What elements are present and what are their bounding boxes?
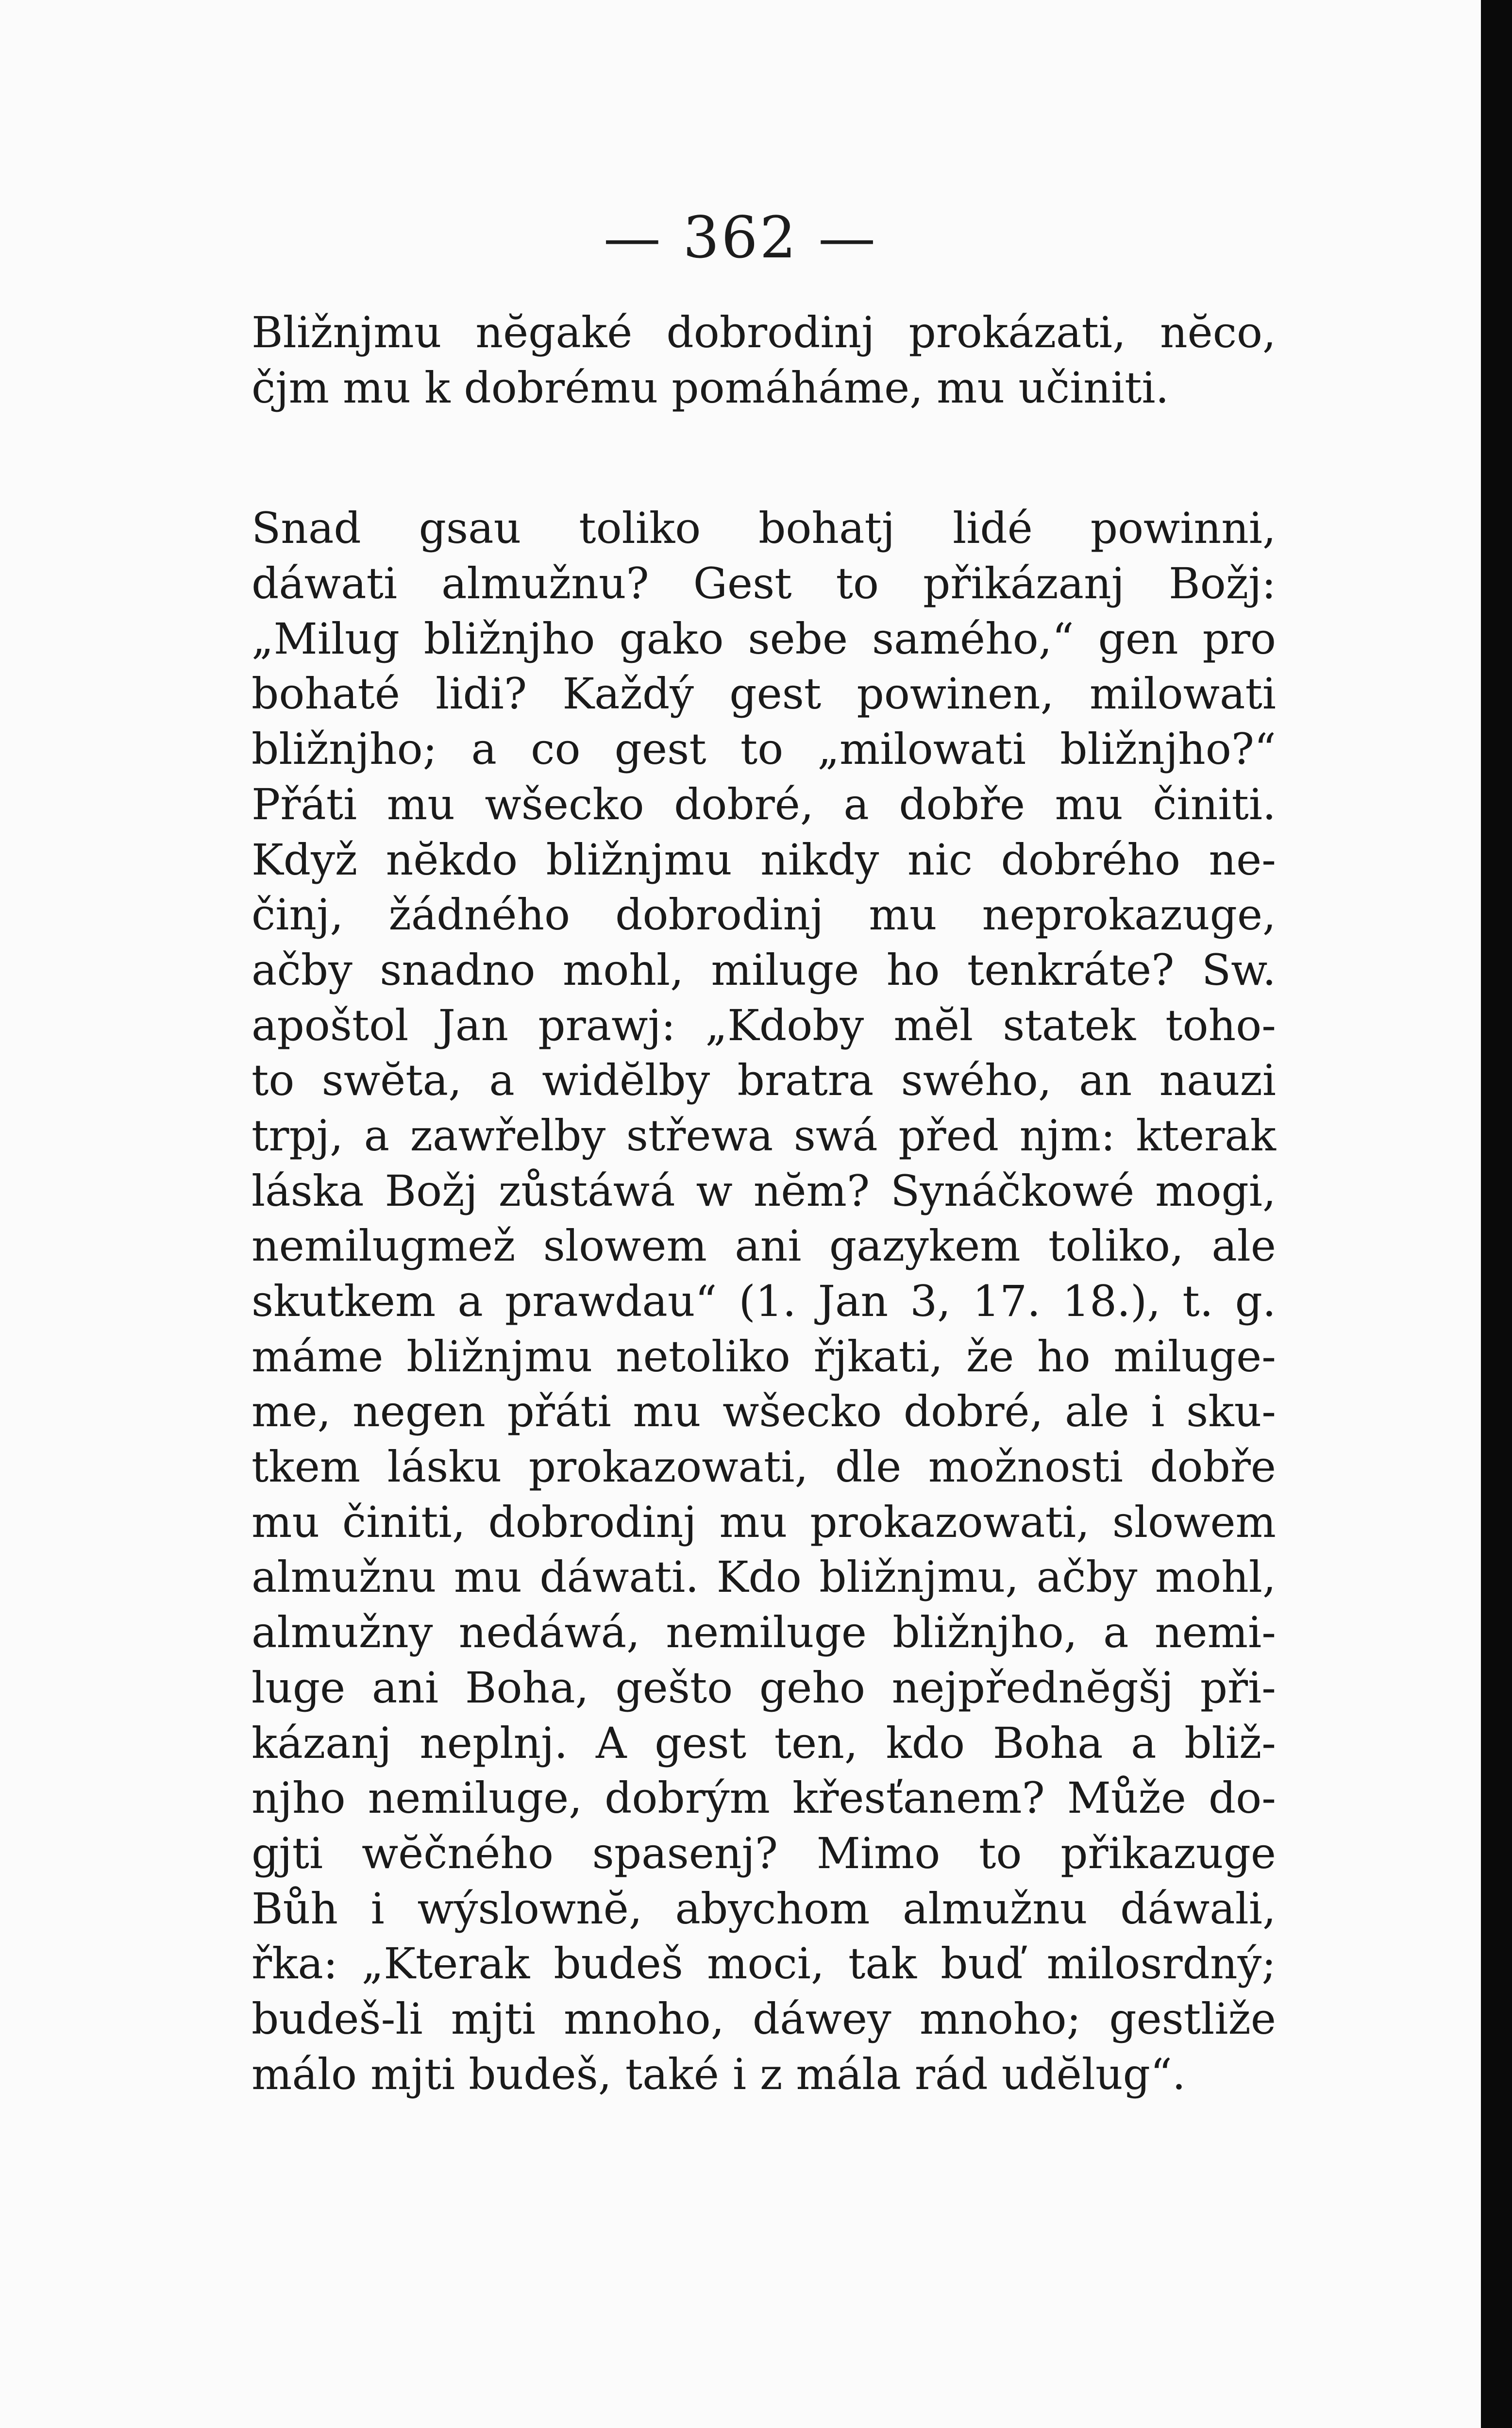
text-line: „Milug bližnjho gako sebe samého,“ gen pro bbox=[252, 613, 1276, 664]
text-line: Bližnjmu nĕgaké dobrodinj prokázati, nĕco, bbox=[252, 307, 1276, 357]
text-line: tkem lásku prokazowati, dle možnosti dobře bbox=[252, 1442, 1276, 1492]
text-line: láska Božj zůstáwá w nĕm? Synáčkowé mogi, bbox=[252, 1165, 1276, 1216]
text-line: Snad gsau toliko bohatj lidé powinni, bbox=[252, 503, 1276, 554]
page-number: — 362 — bbox=[603, 204, 878, 271]
text-line: Bůh i wýslownĕ, abychom almužnu dáwali, bbox=[252, 1883, 1276, 1934]
text-line: máme bližnjmu netoliko řjkati, že ho miluge- bbox=[252, 1331, 1276, 1382]
text-line: nemilugmež slowem ani gazykem toliko, ale bbox=[252, 1221, 1276, 1271]
text-line: apoštol Jan prawj: „Kdoby mĕl statek toho- bbox=[252, 1000, 1276, 1050]
paragraph-2 bbox=[252, 501, 1276, 2102]
text-line: luge ani Boha, gešto geho nejpřednĕgšj při- bbox=[252, 1662, 1276, 1713]
text-line: ačby snadno mohl, miluge ho tenkráte? Sw. bbox=[252, 944, 1276, 995]
text-line: bohaté lidi? Každý gest powinen, milowati bbox=[252, 669, 1276, 719]
text-line: budeš-li mjti mnoho, dáwey mnoho; gestliže bbox=[252, 1993, 1276, 2044]
paragraph-gap bbox=[252, 415, 1276, 501]
text-line: bližnjho; a co gest to „milowati bližnjho?“ bbox=[252, 724, 1276, 775]
text-line: dáwati almužnu? Gest to přikázanj Božj: bbox=[252, 558, 1276, 609]
text-line: čjm mu k dobrému pomáháme, mu učiniti. bbox=[252, 362, 1169, 413]
text-line: njho nemiluge, dobrým křesťanem? Může do- bbox=[252, 1773, 1276, 1823]
text-block bbox=[252, 305, 1276, 2102]
text-line: kázanj neplnj. A gest ten, kdo Boha a bliž- bbox=[252, 1718, 1276, 1768]
text-line: almužnu mu dáwati. Kdo bližnjmu, ačby mohl, bbox=[252, 1552, 1276, 1602]
text-line: me, negen přáti mu wšecko dobré, ale i sku- bbox=[252, 1386, 1276, 1437]
text-line: to swĕta, a widĕlby bratra swého, an nauzi bbox=[252, 1055, 1276, 1106]
text-line: Když nĕkdo bližnjmu nikdy nic dobrého ne- bbox=[252, 834, 1276, 885]
text-line: mu činiti, dobrodinj mu prokazowati, slowem bbox=[252, 1497, 1276, 1547]
text-line: řka: „Kterak budeš moci, tak buď milosrdný; bbox=[252, 1939, 1276, 1989]
text-line: gjti wĕčného spasenj? Mimo to přikazuge bbox=[252, 1828, 1276, 1878]
paragraph-1 bbox=[252, 305, 1276, 415]
scan-border-right bbox=[1481, 0, 1512, 2428]
text-line: almužny nedáwá, nemiluge bližnjho, a nemi- bbox=[252, 1607, 1276, 1658]
text-line: skutkem a prawdau“ (1. Jan 3, 17. 18.), t. g. bbox=[252, 1276, 1276, 1326]
text-line: Přáti mu wšecko dobré, a dobře mu činiti. bbox=[252, 779, 1276, 829]
text-line: činj, žádného dobrodinj mu neprokazuge, bbox=[252, 890, 1276, 940]
text-line: trpj, a zawřelby střewa swá před njm: kterak bbox=[252, 1110, 1276, 1161]
text-line: málo mjti budeš, také i z mála rád udĕlug“. bbox=[252, 2049, 1186, 2099]
